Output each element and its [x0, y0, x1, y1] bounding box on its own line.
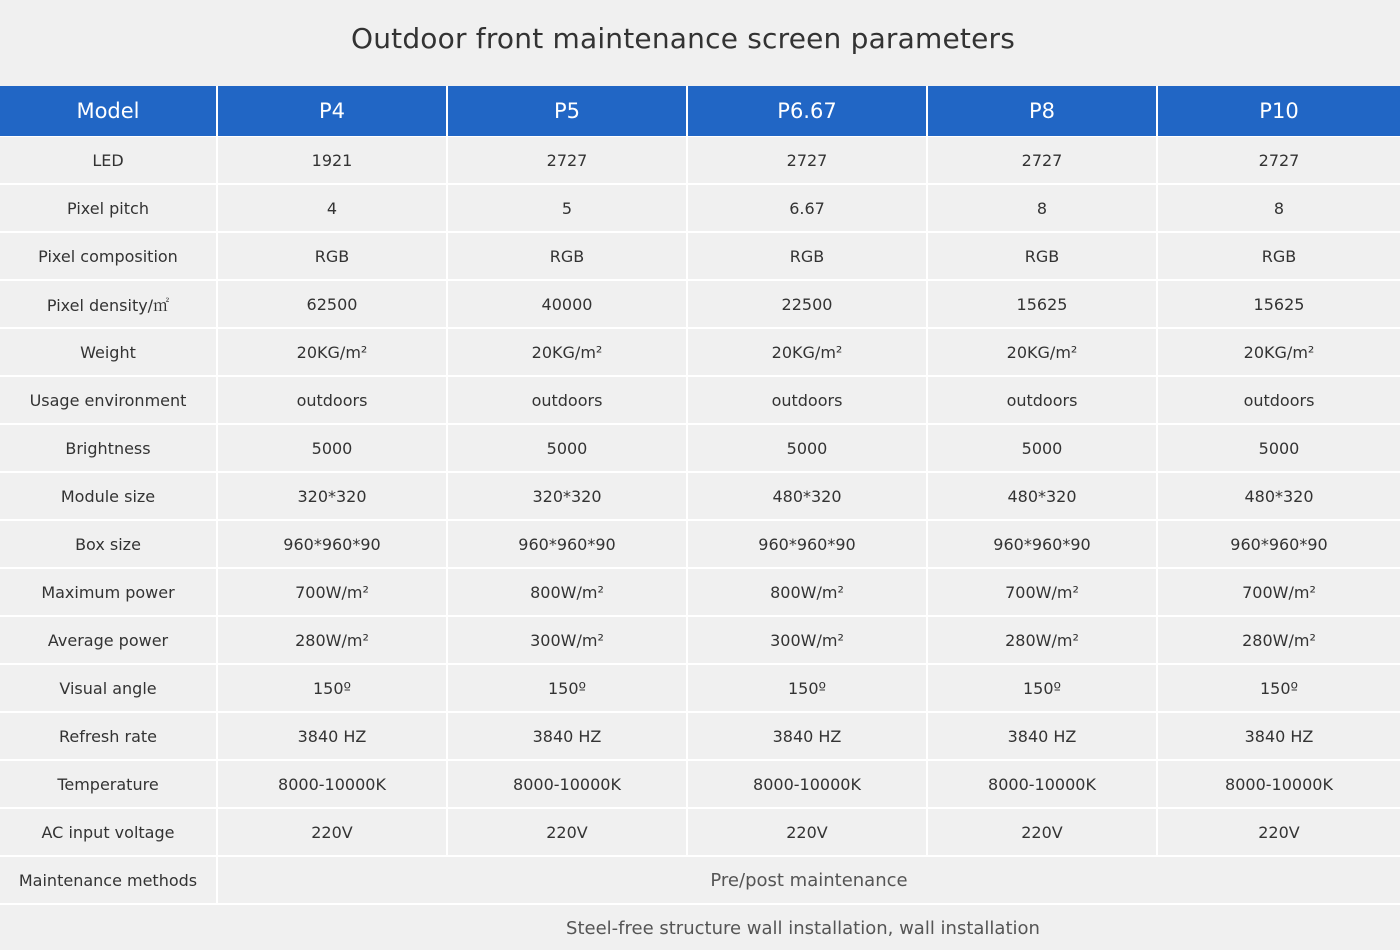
- row-label-led: LED: [0, 137, 218, 185]
- row-label-usage-environment: Usage environment: [0, 377, 218, 425]
- table-cell: 960*960*90: [1158, 521, 1400, 569]
- row-label-pixel-pitch: Pixel pitch: [0, 185, 218, 233]
- table-cell: 15625: [1158, 281, 1400, 329]
- table-cell: 3840 HZ: [1158, 713, 1400, 761]
- row-label-temperature: Temperature: [0, 761, 218, 809]
- row-label-pixel-composition: Pixel composition: [0, 233, 218, 281]
- table-cell: 20KG/m²: [448, 329, 688, 377]
- spec-table: [0, 86, 1400, 905]
- row-label-weight: Weight: [0, 329, 218, 377]
- header-p4: P4: [218, 86, 448, 137]
- table-cell: 22500: [688, 281, 928, 329]
- table-cell: 62500: [218, 281, 448, 329]
- table-cell: 480*320: [1158, 473, 1400, 521]
- row-label-visual-angle: Visual angle: [0, 665, 218, 713]
- table-cell: outdoors: [1158, 377, 1400, 425]
- table-cell: 150º: [928, 665, 1158, 713]
- table-cell: 20KG/m²: [1158, 329, 1400, 377]
- table-cell: 280W/m²: [218, 617, 448, 665]
- table-cell: 40000: [448, 281, 688, 329]
- table-cell: 5000: [448, 425, 688, 473]
- table-cell: 20KG/m²: [688, 329, 928, 377]
- table-cell: 150º: [688, 665, 928, 713]
- table-cell: 5000: [928, 425, 1158, 473]
- table-cell: 5: [448, 185, 688, 233]
- table-cell: 8: [1158, 185, 1400, 233]
- table-cell: 8000-10000K: [688, 761, 928, 809]
- table-cell: 800W/m²: [688, 569, 928, 617]
- table-cell: 300W/m²: [688, 617, 928, 665]
- row-label-ac-input-voltage: AC input voltage: [0, 809, 218, 857]
- table-cell: 2727: [688, 137, 928, 185]
- table-cell: 4: [218, 185, 448, 233]
- table-cell: 700W/m²: [1158, 569, 1400, 617]
- row-label-box-size: Box size: [0, 521, 218, 569]
- table-cell: RGB: [218, 233, 448, 281]
- table-cell: 6.67: [688, 185, 928, 233]
- table-cell: 220V: [688, 809, 928, 857]
- row-label-refresh-rate: Refresh rate: [0, 713, 218, 761]
- table-cell: 960*960*90: [448, 521, 688, 569]
- table-cell: outdoors: [448, 377, 688, 425]
- page-title: Outdoor front maintenance screen parameters: [350, 22, 1016, 55]
- table-cell: RGB: [448, 233, 688, 281]
- table-cell: 960*960*90: [688, 521, 928, 569]
- table-cell: outdoors: [928, 377, 1158, 425]
- table-cell: 220V: [448, 809, 688, 857]
- table-cell: 960*960*90: [218, 521, 448, 569]
- table-cell: 150º: [218, 665, 448, 713]
- header-p5: P5: [448, 86, 688, 137]
- table-cell: 20KG/m²: [928, 329, 1158, 377]
- table-cell: 480*320: [688, 473, 928, 521]
- header-p10: P10: [1158, 86, 1400, 137]
- row-label-pixel-density: Pixel density/㎡: [0, 281, 218, 329]
- table-cell: RGB: [1158, 233, 1400, 281]
- table-cell: 960*960*90: [928, 521, 1158, 569]
- table-cell: 3840 HZ: [928, 713, 1158, 761]
- table-cell: 3840 HZ: [448, 713, 688, 761]
- header-model: Model: [0, 86, 218, 137]
- table-cell: outdoors: [218, 377, 448, 425]
- maintenance-value: Pre/post maintenance: [218, 857, 1400, 905]
- row-label-average-power: Average power: [0, 617, 218, 665]
- row-label-maximum-power: Maximum power: [0, 569, 218, 617]
- table-cell: 2727: [448, 137, 688, 185]
- table-cell: 220V: [218, 809, 448, 857]
- table-cell: 320*320: [218, 473, 448, 521]
- table-cell: 20KG/m²: [218, 329, 448, 377]
- table-cell: 8: [928, 185, 1158, 233]
- table-cell: 800W/m²: [448, 569, 688, 617]
- table-cell: 3840 HZ: [688, 713, 928, 761]
- table-cell: 1921: [218, 137, 448, 185]
- table-cell: 8000-10000K: [448, 761, 688, 809]
- row-label-maintenance-methods: Maintenance methods: [0, 857, 218, 905]
- header-p6-67: P6.67: [688, 86, 928, 137]
- table-cell: 150º: [1158, 665, 1400, 713]
- table-cell: RGB: [688, 233, 928, 281]
- table-cell: outdoors: [688, 377, 928, 425]
- table-cell: 480*320: [928, 473, 1158, 521]
- header-p8: P8: [928, 86, 1158, 137]
- table-cell: 300W/m²: [448, 617, 688, 665]
- table-cell: 2727: [928, 137, 1158, 185]
- table-cell: 280W/m²: [1158, 617, 1400, 665]
- row-label-module-size: Module size: [0, 473, 218, 521]
- table-cell: 150º: [448, 665, 688, 713]
- table-cell: 5000: [1158, 425, 1400, 473]
- table-cell: 700W/m²: [928, 569, 1158, 617]
- table-cell: RGB: [928, 233, 1158, 281]
- table-cell: 15625: [928, 281, 1158, 329]
- table-cell: 220V: [1158, 809, 1400, 857]
- table-cell: 8000-10000K: [928, 761, 1158, 809]
- table-cell: 8000-10000K: [1158, 761, 1400, 809]
- row-label-brightness: Brightness: [0, 425, 218, 473]
- table-cell: 2727: [1158, 137, 1400, 185]
- table-cell: 220V: [928, 809, 1158, 857]
- table-cell: 320*320: [448, 473, 688, 521]
- table-cell: 700W/m²: [218, 569, 448, 617]
- table-cell: 8000-10000K: [218, 761, 448, 809]
- table-cell: 3840 HZ: [218, 713, 448, 761]
- installation-note: Steel-free structure wall installation, wall installation: [566, 917, 1040, 939]
- table-cell: 5000: [688, 425, 928, 473]
- table-cell: 280W/m²: [928, 617, 1158, 665]
- table-cell: 5000: [218, 425, 448, 473]
